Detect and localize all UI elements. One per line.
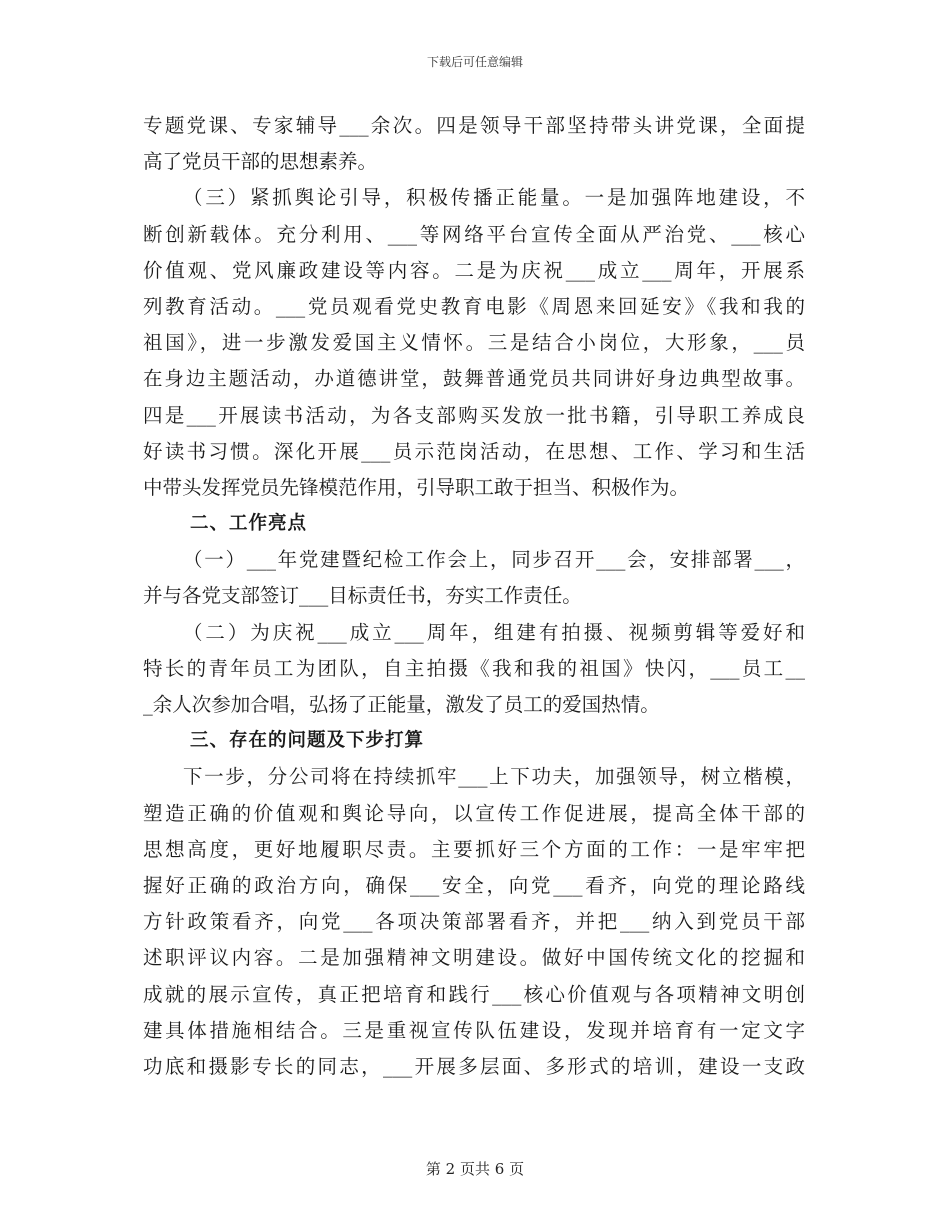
text-line: （二）为庆祝___成立___周年，组建有拍摄、视频剪辑等爱好和 <box>183 620 805 644</box>
text-line: 塑造正确的价值观和舆论导向，以宣传工作促进展，提高全体干部的 <box>143 801 805 825</box>
document-body <box>143 108 805 1085</box>
text-line: 祖国》，进一步激发爱国主义情怀。三是结合小岗位，大形象，___员 <box>143 331 805 355</box>
text-line: 建具体措施相结合。三是重视宣传队伍建设，发现并培育有一定文字 <box>143 1018 805 1042</box>
text-line: 断创新载体。充分利用、___等网络平台宣传全面从严治党、___核心 <box>143 222 805 246</box>
text-line: 并与各党支部签订___目标责任书，夯实工作责任。 <box>143 584 582 608</box>
text-line: 下一步，分公司将在持续抓牢___上下功夫，加强领导，树立楷模， <box>183 765 805 789</box>
text-line: 功底和摄影专长的同志，___开展多层面、多形式的培训，建设一支政 <box>143 1054 805 1078</box>
text-line: 高了党员干部的思想素养。 <box>143 150 378 174</box>
text-line: 价值观、党风廉政建设等内容。二是为庆祝___成立___周年，开展系 <box>143 258 805 282</box>
text-line: 成就的展示宣传，真正把培育和践行___核心价值观与各项精神文明创 <box>143 982 805 1006</box>
text-line: 方针政策看齐，向党___各项决策部署看齐，并把___纳入到党员干部 <box>143 910 805 934</box>
text-line: _余人次参加合唱，弘扬了正能量，激发了员工的爱国热情。 <box>143 693 660 716</box>
section-heading: 二、工作亮点 <box>190 513 308 535</box>
text-line: 述职评议内容。二是加强精神文明建设。做好中国传统文化的挖掘和 <box>143 946 805 970</box>
text-line: 思想高度，更好地履职尽责。主要抓好三个方面的工作：一是牢牢把 <box>143 837 805 861</box>
text-line: 在身边主题活动，办道德讲堂，鼓舞普通党员共同讲好身边典型故事。 <box>143 367 805 391</box>
text-line: 列教育活动。___党员观看党史教育电影《周恩来回延安》《我和我的 <box>143 294 805 318</box>
text-line: 专题党课、专家辅导___余次。四是领导干部坚持带头讲党课，全面提 <box>143 114 805 137</box>
text-line: （三）紧抓舆论引导，积极传播正能量。一是加强阵地建设，不 <box>183 186 805 210</box>
section-heading: 三、存在的问题及下步打算 <box>190 730 425 752</box>
text-line: 好读书习惯。深化开展___员示范岗活动，在思想、工作、学习和生活 <box>143 439 805 463</box>
text-line: （一）___年党建暨纪检工作会上，同步召开___会，安排部署___， <box>183 548 805 572</box>
text-line: 特长的青年员工为团队，自主拍摄《我和我的祖国》快闪，___员工__ <box>143 656 805 680</box>
page-footer: 第 2 页共 6 页 <box>425 1160 525 1178</box>
page-header: 下载后可任意编辑 <box>426 55 523 69</box>
text-line: 四是___开展读书活动，为各支部购买发放一批书籍，引导职工养成良 <box>143 403 805 427</box>
text-line: 握好正确的政治方向，确保___安全，向党___看齐，向党的理论路线 <box>143 873 805 897</box>
text-line: 中带头发挥党员先锋模范作用，引导职工敢于担当、积极作为。 <box>143 475 690 499</box>
